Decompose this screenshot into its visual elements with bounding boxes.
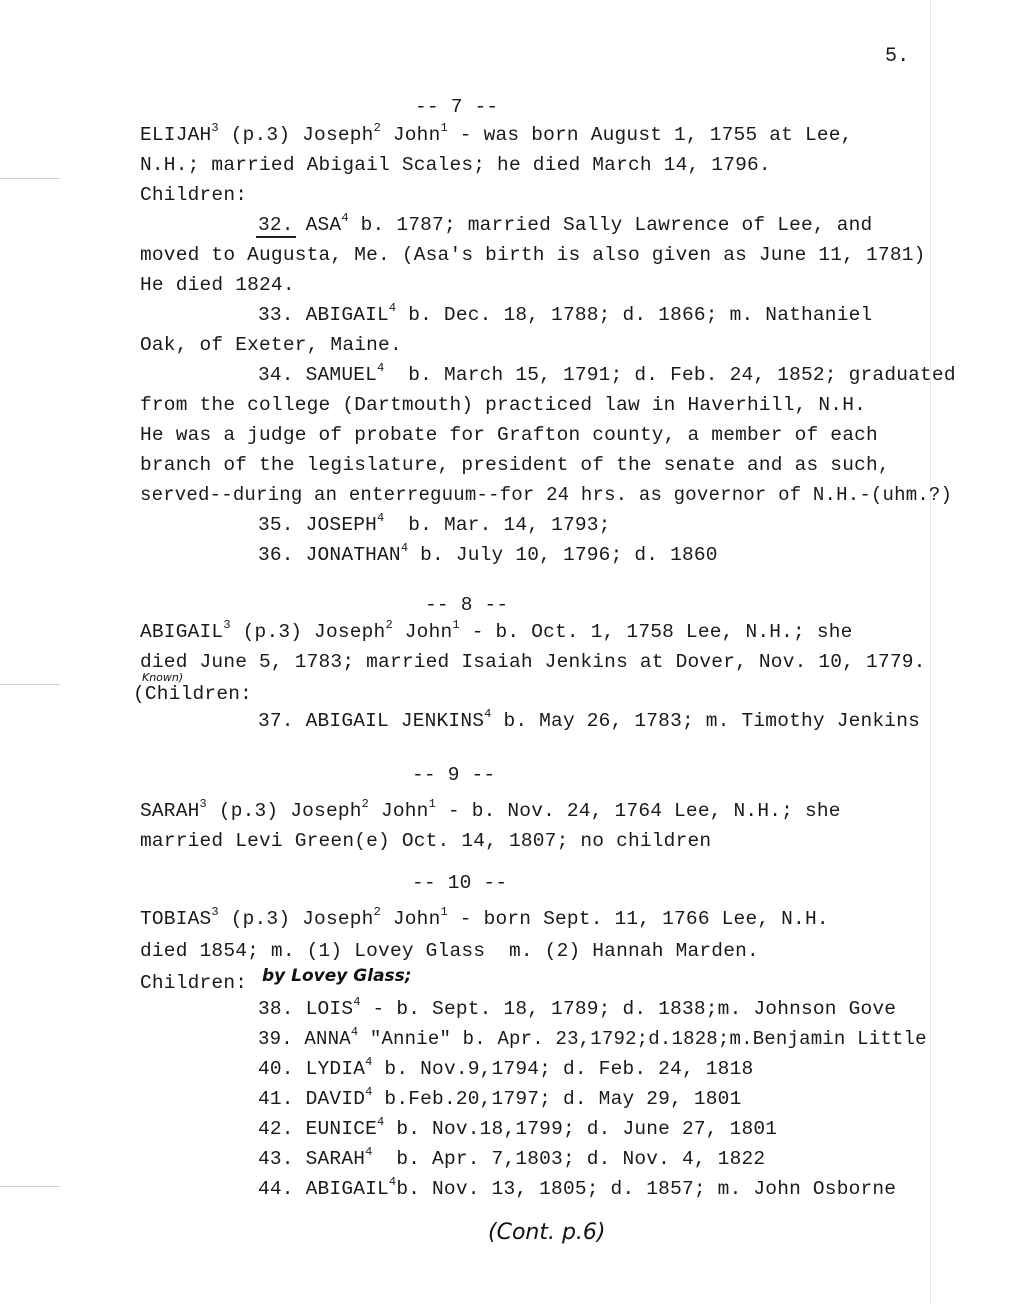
entry-line: SARAH$^3$ (p.3) Joseph$^2$ John$^1$ - b. Nov. 24, 1764 Lee, N.H.; she xyxy=(140,797,841,822)
child-entry: 41. DAVID$^4$ b.Feb.20,1797; d. May 29, 1801 xyxy=(258,1085,742,1110)
entry-line: from the college (Dartmouth) practiced law in Haverhill, N.H. xyxy=(140,394,867,416)
handwritten-annotation: by Lovey Glass; xyxy=(262,966,412,986)
margin-mark xyxy=(0,684,60,685)
entry-line: N.H.; married Abigail Scales; he died March 14, 1796. xyxy=(140,154,771,176)
handwritten-annotation: Known) xyxy=(142,671,184,684)
child-entry: 37. ABIGAIL JENKINS$^4$ b. May 26, 1783; m. Timothy Jenkins xyxy=(258,707,921,732)
section-heading: -- 7 -- xyxy=(415,96,499,118)
section-heading: -- 9 -- xyxy=(412,764,496,786)
handwritten-continuation-note: (Cont. p.6) xyxy=(488,1220,606,1245)
entry-line: ELIJAH$^3$ (p.3) Joseph$^2$ John$^1$ - was born August 1, 1755 at Lee, xyxy=(140,121,853,146)
child-entry: 43. SARAH$^4$ b. Apr. 7,1803; d. Nov. 4, 1822 xyxy=(258,1145,766,1170)
margin-mark xyxy=(0,1186,60,1187)
section-heading: -- 10 -- xyxy=(412,872,508,894)
child-entry: 38. LOIS$^4$ - b. Sept. 18, 1789; d. 1838;m. Johnson Gove xyxy=(258,995,897,1020)
entry-line: died June 5, 1783; married Isaiah Jenkins at Dover, Nov. 10, 1779. xyxy=(140,651,926,673)
child-entry: 40. LYDIA$^4$ b. Nov.9,1794; d. Feb. 24, 1818 xyxy=(258,1055,754,1080)
child-entry: 34. SAMUEL$^4$ b. March 15, 1791; d. Feb. 24, 1852; graduated xyxy=(258,361,956,386)
page-edge-line xyxy=(930,0,931,1304)
child-entry: 35. JOSEPH$^4$ b. Mar. 14, 1793; xyxy=(258,511,611,536)
child-entry: 33. ABIGAIL$^4$ b. Dec. 18, 1788; d. 1866; m. Nathaniel xyxy=(258,301,873,326)
child-entry: 39. ANNA$^4$ "Annie" b. Apr. 23,1792;d.1828;m.Benjamin Little xyxy=(258,1025,927,1050)
margin-mark xyxy=(0,178,60,179)
entry-line: branch of the legislature, president of the senate and as such, xyxy=(140,454,890,476)
child-entry: 36. JONATHAN$^4$ b. July 10, 1796; d. 1860 xyxy=(258,541,718,566)
entry-line: Children: xyxy=(140,972,260,994)
section-heading: -- 8 -- xyxy=(425,594,509,616)
entry-line: He was a judge of probate for Grafton county, a member of each xyxy=(140,424,878,446)
handwritten-underline xyxy=(256,236,296,238)
child-entry: 42. EUNICE$^4$ b. Nov.18,1799; d. June 27, 1801 xyxy=(258,1115,778,1140)
entry-line: He died 1824. xyxy=(140,274,295,296)
entry-line: Children: xyxy=(140,184,248,206)
entry-line: ABIGAIL$^3$ (p.3) Joseph$^2$ John$^1$ - b. Oct. 1, 1758 Lee, N.H.; she xyxy=(140,618,853,643)
child-entry: 32. ASA$^4$ b. 1787; married Sally Lawrence of Lee, and xyxy=(258,211,873,236)
child-entry: 44. ABIGAIL$^4$b. Nov. 13, 1805; d. 1857; m. John Osborne xyxy=(258,1175,897,1200)
entry-line: TOBIAS$^3$ (p.3) Joseph$^2$ John$^1$ - born Sept. 11, 1766 Lee, N.H. xyxy=(140,905,829,930)
entry-line: died 1854; m. (1) Lovey Glass m. (2) Hannah Marden. xyxy=(140,940,759,962)
page-number: 5. xyxy=(885,45,910,68)
entry-line: served--during an enterreguum--for 24 hrs. as governor of N.H.-(uhm.?) xyxy=(140,484,953,506)
entry-line: moved to Augusta, Me. (Asa's birth is also given as June 11, 1781) xyxy=(140,244,926,266)
entry-line: (Children: xyxy=(133,683,253,705)
entry-line: Oak, of Exeter, Maine. xyxy=(140,334,402,356)
entry-line: married Levi Green(e) Oct. 14, 1807; no children xyxy=(140,830,712,852)
